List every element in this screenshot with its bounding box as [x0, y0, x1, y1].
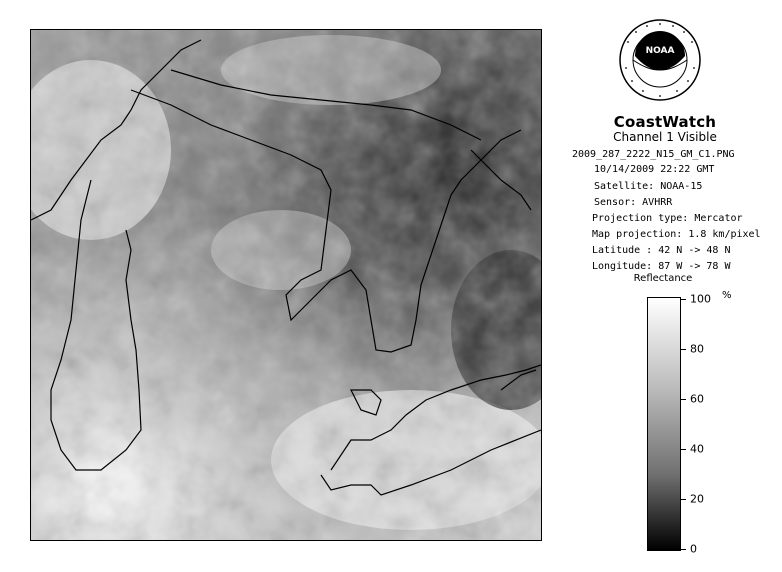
colorbar-tick-label: 40 [690, 442, 704, 456]
map-projection: Map projection: 1.8 km/pixel [592, 229, 761, 240]
longitude-range: Longitude: 87 W -> 78 W [592, 261, 731, 272]
logo-text: NOAA [645, 46, 675, 56]
colorbar-tick [681, 549, 686, 550]
colorbar-label: Reflectance [633, 273, 693, 284]
reflectance-colorbar [647, 297, 681, 551]
colorbar-unit: % [722, 290, 732, 301]
satellite-image-map [30, 29, 542, 541]
sensor-info: Sensor: AVHRR [594, 197, 673, 208]
colorbar-tick [681, 449, 686, 450]
colorbar-tick-label: 60 [690, 392, 704, 406]
projection-type: Projection type: Mercator [592, 213, 743, 224]
satellite-image [31, 30, 541, 540]
colorbar-tick [681, 399, 686, 400]
colorbar-tick [681, 499, 686, 500]
file-name: 2009_287_2222_N15_GM_C1.PNG [572, 149, 735, 160]
latitude-range: Latitude : 42 N -> 48 N [592, 245, 731, 256]
satellite-info: Satellite: NOAA-15 [594, 181, 703, 192]
colorbar-tick-label: 0 [690, 542, 697, 556]
date-time: 10/14/2009 22:22 GMT [594, 164, 715, 175]
colorbar-tick-label: 80 [690, 342, 704, 356]
noaa-logo [618, 18, 702, 102]
colorbar-tick-label: 100 [690, 292, 711, 306]
brand-title: CoastWatch [613, 113, 717, 131]
channel-title: Channel 1 Visible [613, 130, 717, 144]
colorbar-tick [681, 349, 686, 350]
colorbar-tick [681, 299, 686, 300]
colorbar-tick-label: 20 [690, 492, 704, 506]
